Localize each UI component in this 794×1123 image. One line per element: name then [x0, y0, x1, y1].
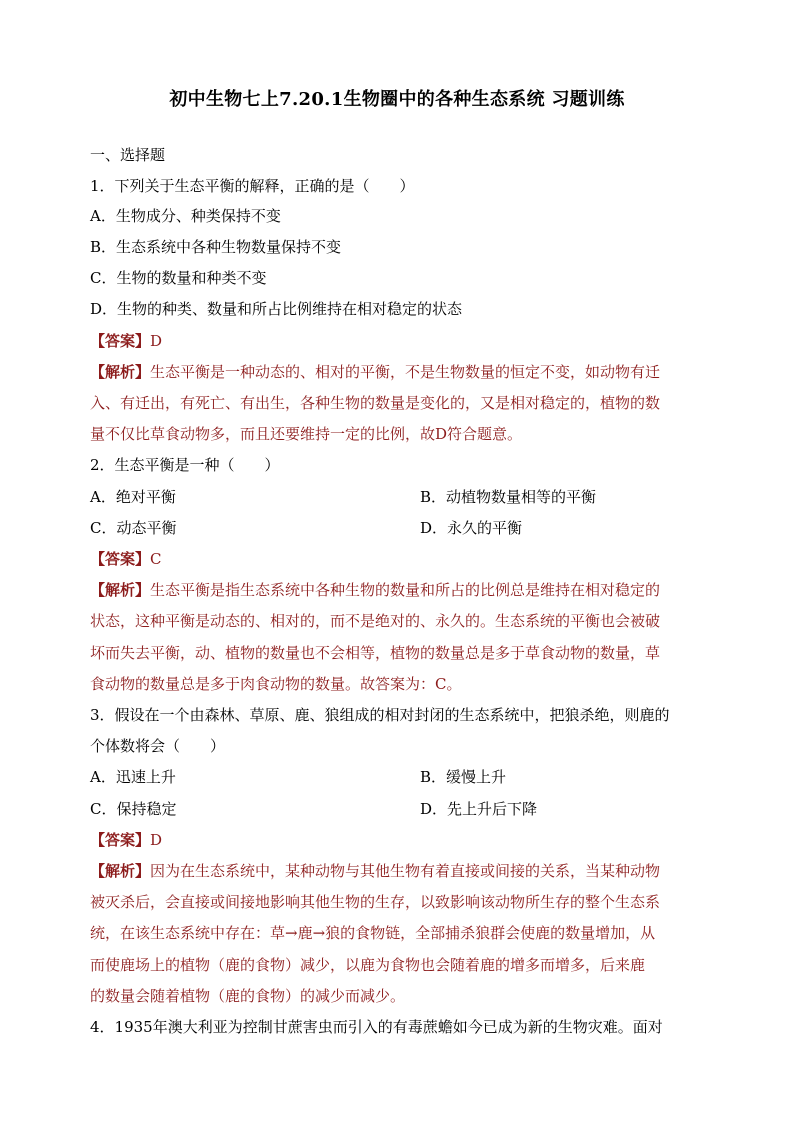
q2-analysis-line-4: 食动物的数量总是多于肉食动物的数量。故答案为：C。 — [90, 675, 462, 693]
answer-tag: 【答案】 — [90, 550, 151, 568]
q1-analysis-text-1: 生态平衡是一种动态的、相对的平衡，不是生物数量的恒定不变，如动物有迁 — [150, 363, 661, 381]
q3-option-b: B．缓慢上升 — [420, 768, 507, 786]
q2-options-row-2 — [90, 518, 710, 538]
q1-analysis-line-2: 入、有迁出，有死亡、有出生，各种生物的数量是变化的，又是相对稳定的，植物的数 — [90, 394, 661, 412]
q1-analysis-line-3: 量不仅比草食动物多，而且还要维持一定的比例，故D符合题意。 — [90, 425, 523, 443]
q3-analysis-line-5: 的数量会随着植物（鹿的食物）的减少而减少。 — [90, 987, 406, 1005]
q1-answer-value: D — [150, 332, 163, 350]
q3-analysis-line-3: 统，在该生态系统中存在：草→鹿→狼的食物链，全部捕杀狼群会使鹿的数量增加，从 — [90, 924, 656, 942]
section-heading: 一、选择题 — [90, 146, 166, 164]
q3-analysis-text-1: 因为在生态系统中，某种动物与其他生物有着直接或间接的关系，当某种动物 — [150, 862, 661, 880]
q3-answer — [90, 830, 710, 850]
q2-analysis-line-1 — [90, 580, 710, 600]
q2-option-c: C．动态平衡 — [90, 519, 177, 537]
analysis-tag: 【解析】 — [90, 862, 151, 880]
q1-option-b: B．生态系统中各种生物数量保持不变 — [90, 238, 342, 256]
q3-option-c: C．保持稳定 — [90, 800, 177, 818]
q3-analysis-line-2: 被灭杀后，会直接或间接地影响其他生物的生存，以致影响该动物所生存的整个生态系 — [90, 893, 661, 911]
q1-option-d: D．生物的种类、数量和所占比例维持在相对稳定的状态 — [90, 300, 463, 318]
q2-analysis-line-3: 坏而失去平衡，动、植物的数量也不会相等，植物的数量总是多于草食动物的数量，草 — [90, 644, 661, 662]
q4-stem-line-1: 4．1935年澳大利亚为控制甘蔗害虫而引入的有毒蔗蟾如今已成为新的生物灾难。面对 — [90, 1018, 663, 1036]
q3-analysis-line-4: 而使鹿场上的植物（鹿的食物）减少，以鹿为食物也会随着鹿的增多而增多，后来鹿 — [90, 956, 646, 974]
q3-stem-line-2: 个体数将会（ ） — [90, 737, 226, 755]
q1-answer — [90, 331, 710, 351]
q2-option-a: A．绝对平衡 — [90, 488, 176, 506]
answer-tag: 【答案】 — [90, 332, 151, 350]
q2-answer — [90, 549, 710, 569]
q3-analysis-line-1 — [90, 861, 710, 881]
q1-analysis-line-1 — [90, 362, 710, 382]
analysis-tag: 【解析】 — [90, 363, 151, 381]
q1-option-a: A．生物成分、种类保持不变 — [90, 207, 281, 225]
q3-options-row-2 — [90, 799, 710, 819]
q1-stem: 1．下列关于生态平衡的解释，正确的是（ ） — [90, 177, 415, 195]
q3-option-d: D．先上升后下降 — [420, 800, 538, 818]
answer-tag: 【答案】 — [90, 831, 151, 849]
q3-stem-line-1: 3．假设在一个由森林、草原、鹿、狼组成的相对封闭的生态系统中，把狼杀绝，则鹿的 — [90, 706, 670, 724]
q3-options-row-1 — [90, 767, 710, 787]
q2-option-b: B．动植物数量相等的平衡 — [420, 488, 597, 506]
q2-analysis-line-2: 状态，这种平衡是动态的、相对的，而不是绝对的、永久的。生态系统的平衡也会被破 — [90, 612, 661, 630]
q2-answer-value: C — [150, 550, 162, 568]
q3-answer-value: D — [150, 831, 163, 849]
q1-option-c: C．生物的数量和种类不变 — [90, 269, 267, 287]
q3-option-a: A．迅速上升 — [90, 768, 176, 786]
q2-stem: 2．生态平衡是一种（ ） — [90, 456, 280, 474]
q2-option-d: D．永久的平衡 — [420, 519, 523, 537]
q2-options-row-1 — [90, 487, 710, 507]
page-title: 初中生物七上7.20.1生物圈中的各种生态系统 习题训练 — [169, 89, 625, 110]
analysis-tag: 【解析】 — [90, 581, 151, 599]
q2-analysis-text-1: 生态平衡是指生态系统中各种生物的数量和所占的比例总是维持在相对稳定的 — [150, 581, 661, 599]
